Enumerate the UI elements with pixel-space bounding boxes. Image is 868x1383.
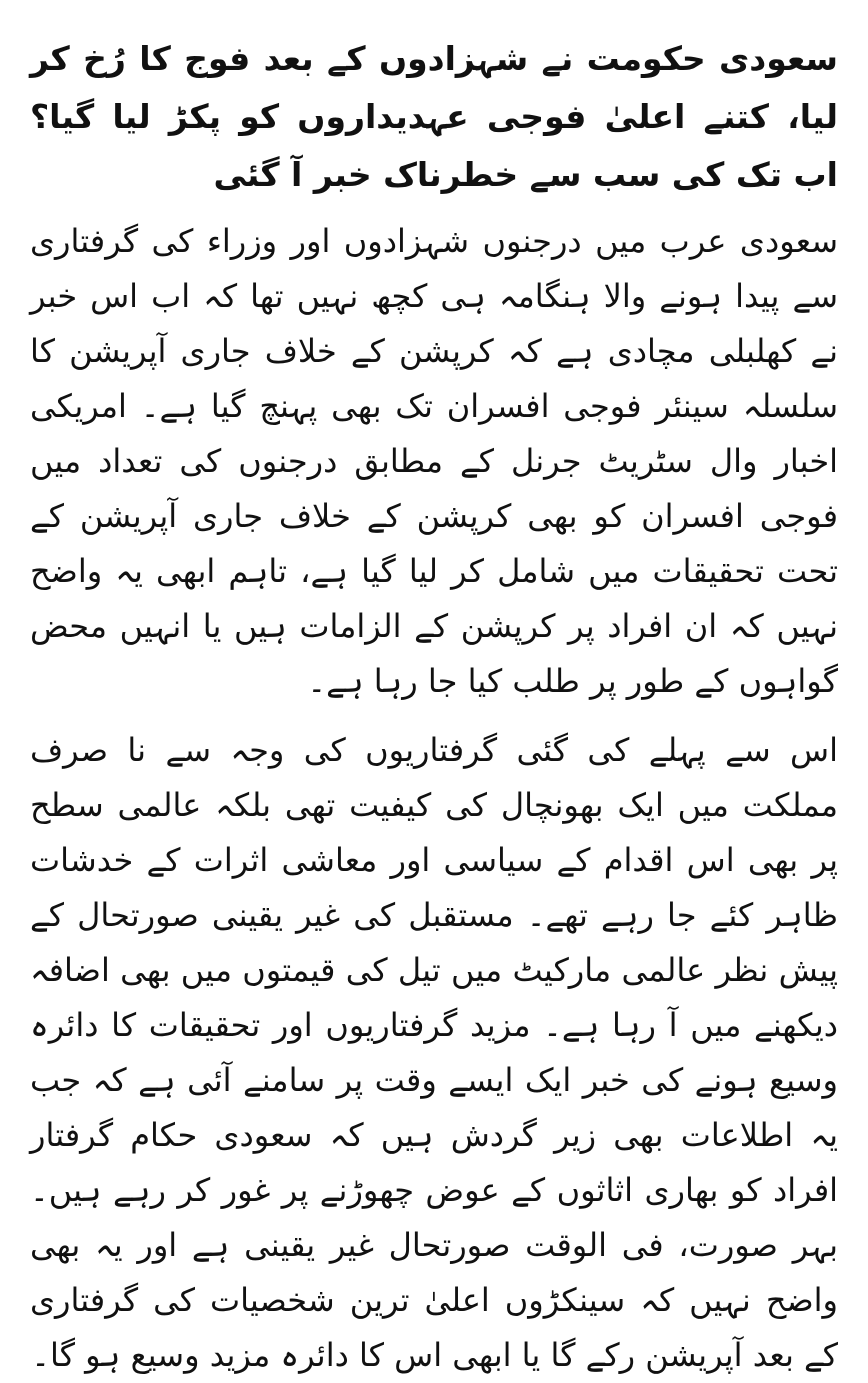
article-paragraph: سعودی عرب میں درجنوں شہزادوں اور وزراء کی گرفتاری سے پیدا ہونے والا ہنگامہ ہی کچھ نہیں تھا کہ اب اس خبر نے کھلبلی مچادی ہے کہ کرپشن کے خلاف جاری آپریشن کا سلسلہ سینئر فوجی افسران تک بھی پہنچ گیا ہے۔ امریکی اخبار وال سٹریٹ جرنل کے مطابق درجنوں کی تعداد میں فوجی افسران کو بھی کرپشن کے خلاف جاری آپریشن کے تحت تحقیقات میں شامل کر لیا گیا ہے، تاہم ابھی یہ واضح نہیں کہ ان افراد پر کرپشن کے الزامات ہیں یا انہیں محض گواہوں کے طور پر طلب کیا جا رہا ہے۔: [30, 222, 838, 700]
article-headline: سعودی حکومت نے شہزادوں کے بعد فوج کا رُخ کر لیا، کتنے اعلیٰ فوجی عہدیداروں کو پکڑ لیا گیا؟ اب تک کی سب سے خطرناک خبر آ گئی: [30, 39, 838, 194]
article-paragraph: اس سے پہلے کی گئی گرفتاریوں کی وجہ سے نا صرف مملکت میں ایک بھونچال کی کیفیت تھی بلکہ عالمی سطح پر بھی اس اقدام کے سیاسی اور معاشی اثرات کے خدشات ظاہر کئے جا رہے تھے۔ مستقبل کی غیر یقینی صورتحال کے پیش نظر عالمی مارکیٹ میں تیل کی قیمتوں میں بھی اضافہ دیکھنے میں آ رہا ہے۔ مزید گرفتاریوں اور تحقیقات کا دائرہ وسیع ہونے کی خبر ایک ایسے وقت پر سامنے آئی ہے کہ جب یہ اطلاعات بھی زیر گردش ہیں کہ سعودی حکام گرفتار افراد کو بھاری اثاثوں کے عوض چھوڑنے پر غور کر رہے ہیں۔ بہر صورت، فی الوقت صورتحال غیر یقینی ہے اور یہ بھی واضح نہیں کہ سینکڑوں اعلیٰ ترین شخصیات کی گرفتاری کے بعد آپریشن رکے گا یا ابھی اس کا دائرہ مزید وسیع ہو گا۔: [30, 731, 838, 1374]
